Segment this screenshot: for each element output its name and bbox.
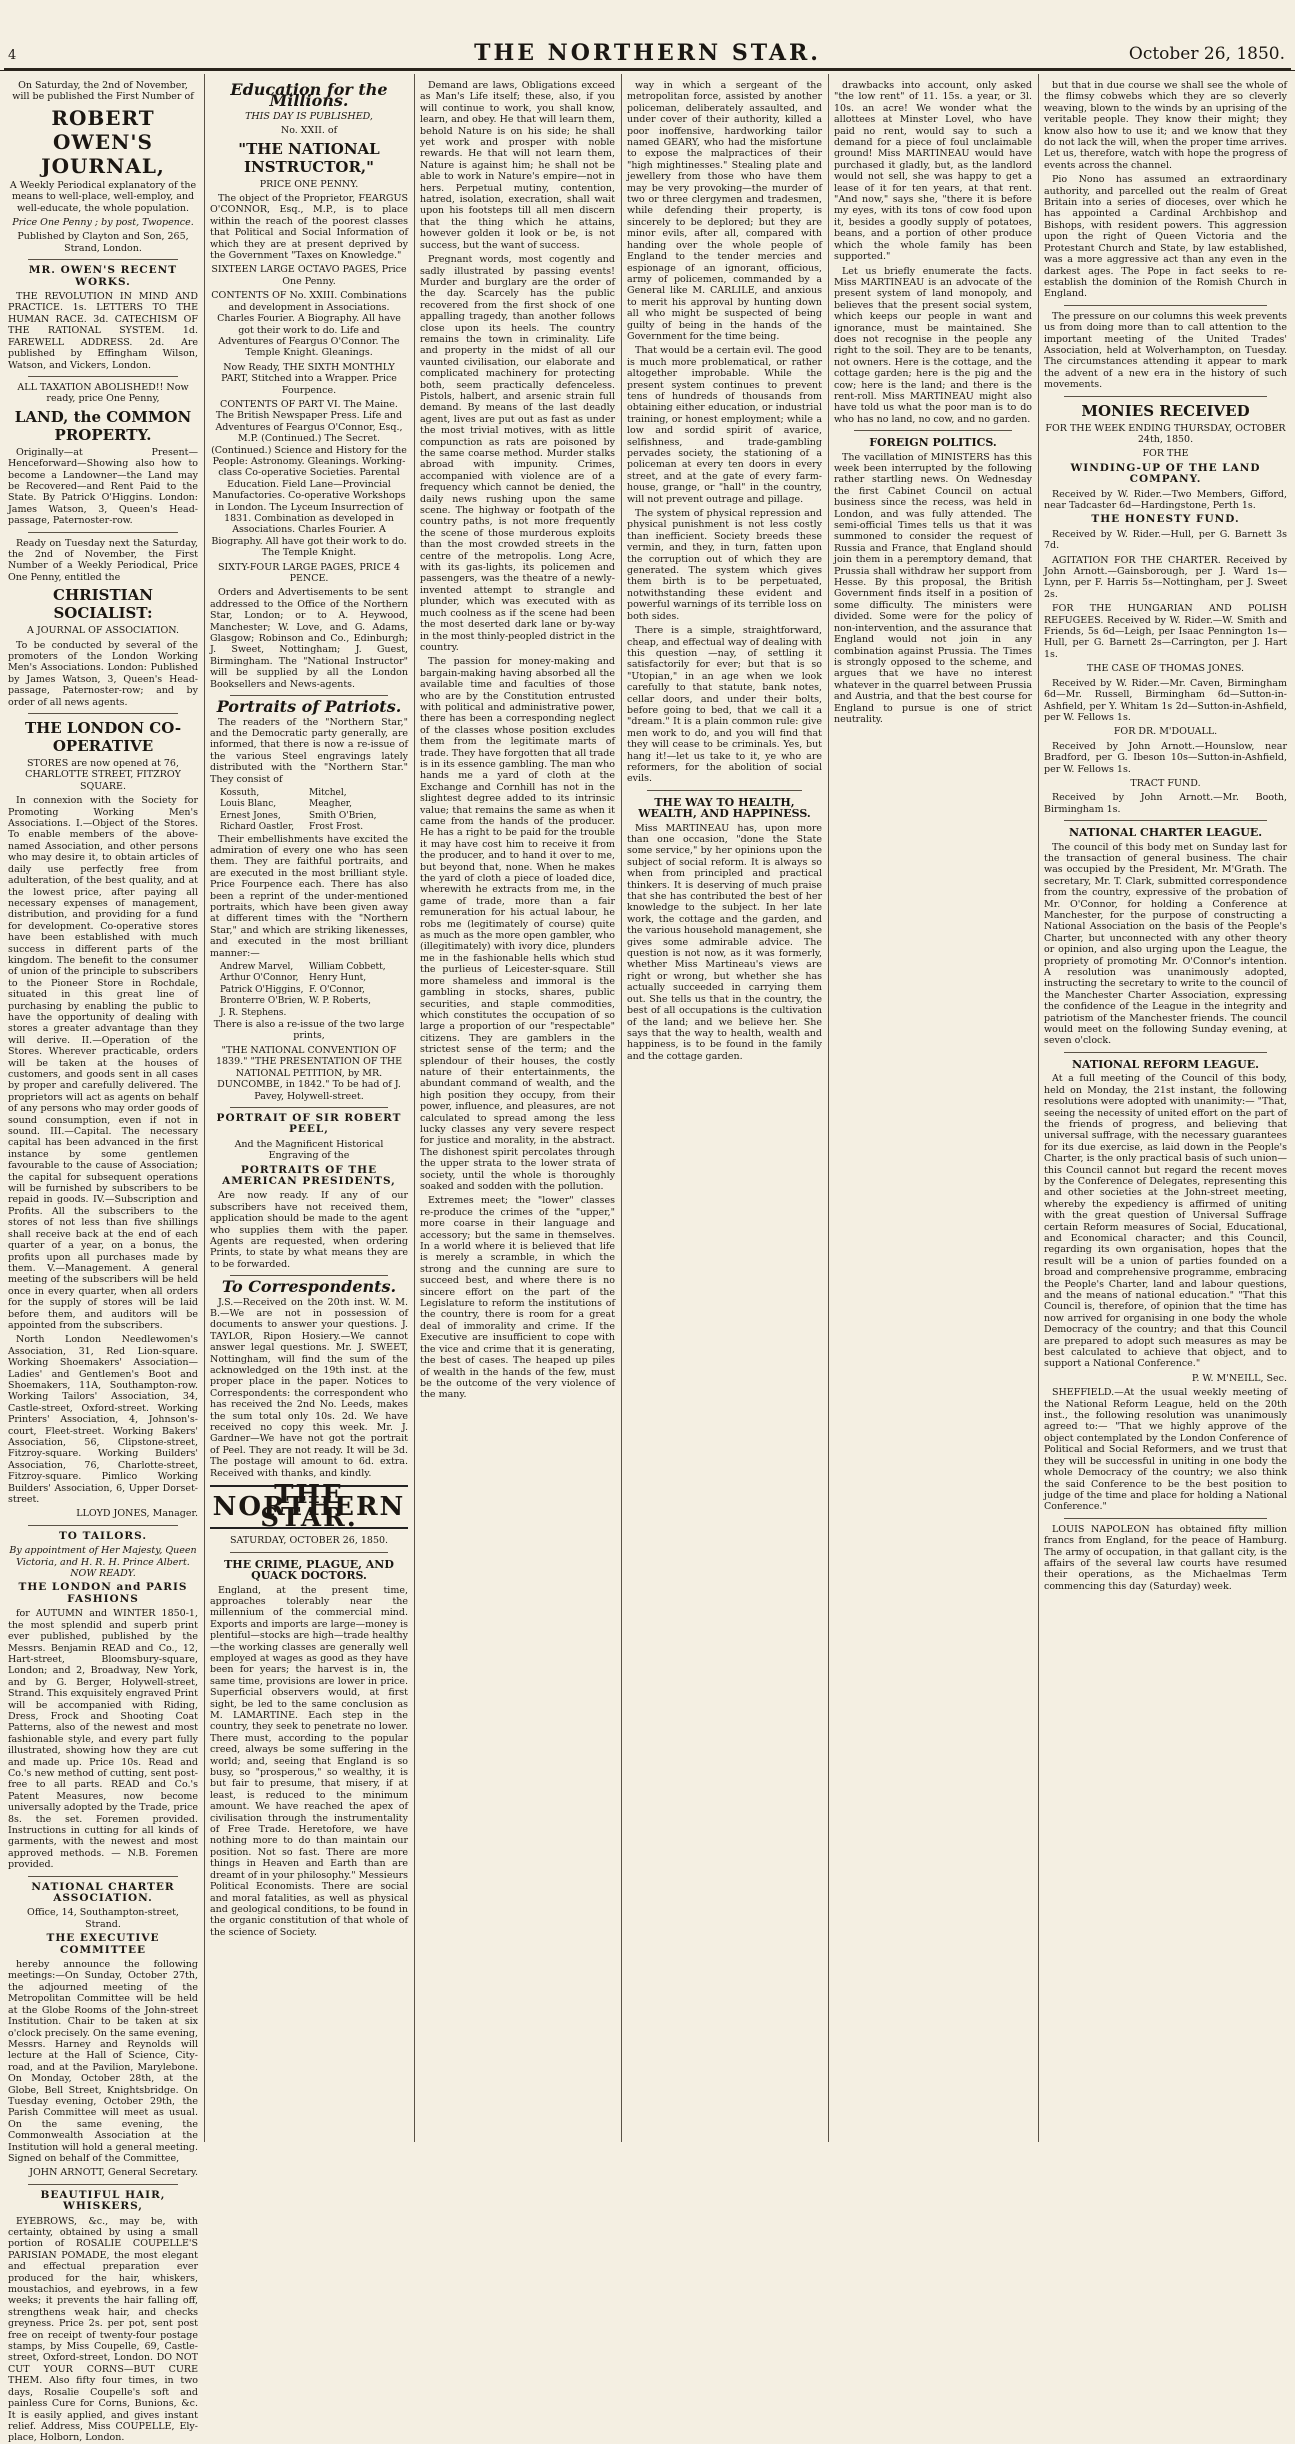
column-6: [1044, 80, 1287, 2140]
exec-body: hereby announce the following meetings:—On Sunday, October 27th, the adjourned meeting of the Metropolitan Committee will be held at the Globe Rooms of the John-street Institution. Chair to be taken at six o'clock precisely. On the same evening, Messrs. Harney and Reynolds will lecture at the Hall of Science, City-road, and at the Pavilion, Marylebone. On Monday, October 28th, at the Globe, Bell Street, Knightsbridge. On Tuesday evening, October 29th, the Parish Committee will meet as usual. On the same evening, the Commonwealth Association at the Institution will hold a general meeting. Signed on behalf of the Committee,: [8, 1959, 198, 2164]
fashions-title: THE LONDON and PARIS FASHIONS: [18, 1581, 188, 1605]
article-para: but that in due course we shall see the whole of the flimsy cobwebs which they are so cleverly weaving, blown to the winds by an uprising of the veritable people. They know their might; they know also how to use it; and we know that they do not lack the will, when the proper time arrives. Let us, therefore, watch with hope the progress of events across the channel.: [1044, 80, 1287, 171]
ncl-body: The council of this body met on Sunday last for the transaction of general business. The chair was occupied by the President, Mr. M'Grath. The secretary, Mr. T. Clark, submitted correspondence from the country, expressive of the probation of Mr. O'Connor, for holding a Conference at Manchester, for the purpose of constructing a National Association on the basis of the People's Charter, but unconnected with any other theory or opinion, and also urging upon the League, the propriety of promoting Mr. O'Connor's intention. A resolution was unanimously adopted, instructing the secretary to write to the council of the Manchester Charter Association, expressing the confidence of the League in the integrity and patriotism of the Manchester friends. The council would meet on the following Sunday evening, at seven o'clock.: [1044, 841, 1287, 1047]
peel-title: PORTRAIT OF SIR ROBERT PEEL,: [216, 1111, 402, 1136]
tailors-sub: By appointment of Her Majesty, Queen Victoria, and H. R. H. Prince Albert. NOW READY.: [9, 1545, 197, 1580]
contents-part: CONTENTS OF PART VI. The Maine. The British Newspaper Press. Life and Adventures of Feargus O'Connor, Esq., M.P. (Continued.) The Secret. (Continued.) Science and History for the People: Astronomy. Gleanings. Working-class Co-operative Societies. Parental Education. Field Lane—Provincial Manufactories. Co-operative Workshops in London. The Lyceum Insurrection of 1831. Combination as developed in Associations. Charles Fourier. A Biography. All have got their work to do. The Temple Knight.: [211, 398, 407, 559]
foreign-heading: FOREIGN POLITICS.: [869, 436, 997, 450]
correspondents-heading: To Correspondents.: [221, 1277, 397, 1297]
article-para: The system of physical repression and physical punishment is not less costly than inefficient. Society breeds these vermin, and they, in turn, fatten upon the corruption out of which they are generated. The system which gives them birth is to be perpetuated, notwithstanding these evident and powerful warnings of its terrible loss on both sides.: [627, 508, 822, 622]
exec-title: THE EXECUTIVE COMMITTEE: [46, 1932, 160, 1956]
winding-body: Received by W. Rider.—Two Members, Gifford, near Tadcaster 6d—Hardingstone, Perth 1s.: [1044, 488, 1287, 511]
owen-works-heading: MR. OWEN'S RECENT WORKS.: [28, 264, 178, 288]
star-date: SATURDAY, OCTOBER 26, 1850.: [229, 1535, 389, 1547]
article-para: The passion for money-making and bargain-making having absorbed all the available time and faculties of those who are by the Constitution entrusted with political and administrative power, there has been a corresponding neglect of the classes whose position excludes them from the legitimate marts of trade. They have forgotten that all trade is in its essence gambling. The man who hands me a yard of cloth at the Exchange and Cornhill has not in the slightest degree added to its intrinsic value; that remains the same as when it came from the hands of the producer. He has a right to be paid for the trouble it may have cost him to receive it from the producer, and to hand it over to me, but beyond that, none. When he makes the yard of cloth a piece of loaded dice, wherewith he extracts from me, in the game of trade, more than a fair remuneration for his actual labour, he robs me (legitimately of course) quite as much as the more open gambler, who (illegitimately) with ivory dice, plunders me in the fashionable hells which stud the purlieus of Leicester-square. Still more shameless and immoral is the gambling in stocks, shares, public securities, and staple commodities, which constitutes the occupation of so large a proportion of our "respectable" citizens. They are gamblers in the strictest sense of the term; and the splendour of their houses, the costly nature of their entertainments, the abundant command of wealth, and the high position they occupy, from their power, influence, and pleasures, are not calculated to spread among the less lucky classes any very severe respect for justice and morality, in the abstract. The dishonest spirit percolates through the upper strata to the lower strata of society, until the whole is thoroughly soaked and sodden with the pollution.: [420, 656, 615, 1192]
coop-title: THE LONDON CO-OPERATIVE: [24, 719, 182, 756]
tract-body: Received by John Arnott.—Mr. Booth, Birmingham 1s.: [1044, 792, 1287, 815]
column-2: [210, 80, 408, 2140]
tailors-heading: TO TAILORS.: [58, 1529, 148, 1542]
cs-sub: A JOURNAL OF ASSOCIATION.: [27, 625, 179, 637]
land-body: Originally—at Present—Henceforward—Showing also how to become a Landowner—the Land may be Recovered—and Rent Paid to the State. By Patrick O'Higgins. London: James Watson, 3, Queen's Head-passage, Paternoster-row.: [8, 446, 198, 527]
napoleon: LOUIS NAPOLEON has obtained fifty million francs from England, for the peace of Hamburg. The army of occupation, in that gallant city, is the affairs of the several law courts have resumed their operations, as the Michaelmas Term commencing this day (Saturday) week.: [1044, 1523, 1287, 1592]
hair-body: EYEBROWS, &c., may be, with certainty, obtained by using a small portion of ROSALIE COUPELLE'S PARISIAN POMADE, the most elegant and effectual preparation ever produced for the hair, whiskers, moustachios, and eyebrows, in a few weeks; it prevents the hair falling off, strengthens weak hair, and checks greyness. Price 2s. per pot, sent post free on receipt of twenty-four postage stamps, by Miss Coupelle, 69, Castle-street, Oxford-street, London. DO NOT CUT YOUR CORNS—BUT CURE THEM. Also fifty four times, in two days, Rosalie Coupelle's soft and painless Cure for Corns, Bunions, &c. It is easily applied, and gives instant relief. Address, Miss COUPELLE, Ely-place, Holborn, London.: [8, 2215, 198, 2444]
article-para: Extremes meet; the "lower" classes re-produce the crimes of the "upper," more coarse in their language and accessory; but the same in themselves. In a world where it is believed that life is merely a scramble, in which the strong and the cunning are sure to succeed best, and where there is no sincere effort on the part of the Legislature to reform the institutions of the country, there is room for a great deal of immorality and crime. If the Executive are insufficient to cope with the vice and crime that it is generating, the best of cases. The heaped up piles of wealth in the hands of the few, must be the outcome of the very violence of the many.: [420, 1195, 615, 1401]
masthead-rule: [4, 68, 1291, 70]
hungarian: FOR THE HUNGARIAN AND POLISH REFUGEES. Received by W. Rider.—W. Smith and Friends, 5s 6d—Leigh, per Isaac Pennington 1s—Hull, per G. Barnett 2s—Carrington, per J. Hart 1s.: [1044, 603, 1287, 660]
land-note: ALL TAXATION ABOLISHED!! Now ready, price One Penny,: [17, 381, 189, 405]
also-reissue: There is also a re-issue of the two large prints,: [213, 1019, 405, 1042]
cs-title: CHRISTIAN SOCIALIST:: [53, 586, 153, 623]
winding-heading: WINDING-UP OF THE LAND COMPANY.: [1070, 461, 1261, 486]
owen-price: Price One Penny ; by post, Twopence.: [12, 217, 194, 229]
issue-date: October 26, 1850.: [1128, 44, 1285, 64]
mdouall-body: Received by John Arnott.—Hounslow, near Bradford, per G. Ibeson 10s—Sutton-in-Ashfield, per W. Fellows 1s.: [1044, 740, 1287, 775]
monies-heading: MONIES RECEIVED: [1081, 401, 1250, 420]
ncaa-heading: NATIONAL CHARTER ASSOCIATION.: [31, 1880, 175, 1905]
owen-publisher: Published by Clayton and Son, 265, Strand, London.: [17, 231, 189, 254]
article-para: Pio Nono has assumed an extraordinary authority, and parcelled out the realm of Great Britain into a series of dioceses, over which he has appointed a Cardinal Archbishop and Bishops, with resident powers. This aggression upon the right of Queen Victoria and the Protestant Church and State, by law established, was a more aggressive act than any even in the darkest ages. The Pope in fact seeks to re-establish the dominion of the Romish Church in England.: [1044, 174, 1287, 300]
exec-sign: JOHN ARNOTT, General Secretary.: [29, 2167, 198, 2179]
orders: Orders and Advertisements to be sent addressed to the Office of the Northern Star, London; or to A. Heywood, Manchester; W. Love, and G. Adams, Glasgow; Robinson and Co., Edinburgh; J. Sweet, Nottingham; J. Guest, Birmingham. The "National Instructor" will be supplied by all the London Booksellers and News-agents.: [210, 587, 408, 690]
names-list-2: Andrew Marvel, William Cobbett, Arthur O'Connor, Henry Hunt, Patrick O'Higgins, F. O'Connor, Bronterre O'Brien, W. P. Roberts, J. R. Stephens.: [220, 962, 386, 1018]
star-title: THE NORTHERN STAR.: [210, 1485, 408, 1529]
column-divider: [204, 74, 205, 2142]
masthead: [0, 0, 1295, 71]
article-para: Demand are laws, Obligations exceed as Man's Life itself; these, also, if you will continue to work, you shall know, learn, and obey. He that will learn them, behold Nature is on his side; he shall yet work and prosper with noble rewards. He that will not learn them, Nature is against him; he shall not be able to work in Nature's empire—not in hers. Perpetual mutiny, contention, hatred, isolation, execration, shall wait upon his footsteps till all men discern that the thing which he attains, however golden it look or be, is not success, but the want of success.: [420, 80, 615, 251]
column-divider: [414, 74, 415, 2142]
portraits-body-2: Their embellishments have excited the admiration of every one who has seen them. They are faithful portraits, and are executed in the most brilliant style. Price Fourpence each. There has also been a reprint of the under-mentioned portraits, which have been given away at different times with the "Northern Star," and which are striking likenesses, and executed in the most brilliant manner:—: [210, 833, 408, 959]
crime-body: England, at the present time, approaches tolerably near the millennium of the commercial mind. Exports and imports are large—money is plentiful—stocks are high—trade healthy—the working classes are generally well employed at wages as good as they have been for years; the harvest is in, the same time, provisions are lower in price. Superficial observers would, at first sight, be led to the same conclusion as M. LAMARTINE. Each step in the country, they seek to penetrate no lower. There must, according to the popular creed, always be some suffering in the world; and, seeing that England is so busy, so "prosperous," so wealthy, it is but fair to presume, that misery, if at least, is reduced to the minimum amount. We have reached the apex of civilisation through the instrumentality of Free Trade. Heretofore, we have nothing more to do than maintain our position. Not so fast. There are more things in Heaven and Earth than are dreamt of in your philosophy." Messieurs Political Economists. There are social and moral fatalities, as well as physical and geological conditions, to be found in the organic constitution of that whole of the science of Society.: [210, 1584, 408, 1938]
article-para: That would be a certain evil. The good is much more problematical, or rather altogether improbable. While the present system continues to prevent tens of hundreds of thousands from obtaining either education, or industrial training, or honest employment; while a low and sordid spirit of avarice, selfishness, and trade-gambling pervades society, the stationing of a policeman at every ten doors in every street, and at the gate of every farm-house, grange, or "hall" in the country, will not prevent outrage and pillage.: [627, 345, 822, 505]
paper-title: THE NORTHERN STAR.: [474, 40, 821, 66]
tract-heading: TRACT FUND.: [1130, 777, 1201, 789]
cs-body: To be conducted by several of the promoters of the London Working Men's Associations. London: Published by James Watson, 3, Queen's Head-passage, Paternoster-row; and by order of all news agents.: [8, 639, 198, 708]
ncl-heading: NATIONAL CHARTER LEAGUE.: [1068, 826, 1263, 840]
correspondents-body: J.S.—Received on the 20th inst. W. M. B.—We are not in possession of documents to answer your questions. J. TAYLOR, Ripon Hosiery.—We cannot answer legal questions. Mr. J. SWEET, Nottingham, will find the sum of the acknowledged on the 19th inst. at the proper place in the paper. Notices to Correspondents: the correspondent who has received the 2nd No. Leeds, makes the sum total only 10s. 2d. We have received no copy this week. Mr. J. Gardner—We have not got the portrait of Peel. They are not ready. It will be 3d. The postage will amount to 6d. extra. Received with thanks, and kindly.: [210, 1296, 408, 1479]
coop-sub: STORES are now opened at 76, CHARLOTTE STREET, FITZROY SQUARE.: [25, 758, 181, 792]
edu-name: "THE NATIONAL INSTRUCTOR,": [238, 139, 380, 176]
honesty-body: Received by W. Rider.—Hull, per G. Barnett 3s 7d.: [1044, 528, 1287, 552]
monies-sub: FOR THE WEEK ENDING THURSDAY, OCTOBER 24th, 1850.: [1045, 422, 1286, 445]
honesty-heading: THE HONESTY FUND.: [1091, 513, 1240, 526]
assoc-list: North London Needlewomen's Association, 31, Red Lion-square. Working Shoemakers' Association—Ladies' and Gentlemen's Boot and Shoemakers, 11A, Southampton-row. Working Tailors' Association, 34, Castle-street, Oxford-street. Working Printers' Association, 4, Johnson's-court, Fleet-street. Working Bakers' Association, 56, Clipstone-street, Fitzroy-square. Working Builders' Association, 76, Charlotte-street, Fitzroy-square. Pimlico Working Builders' Association, 6, Upper Dorset-street.: [8, 1334, 198, 1506]
land-title: LAND, the COMMON PROPERTY.: [14, 407, 192, 444]
column-divider: [828, 74, 829, 2142]
edu-title: Education for the Millions.: [230, 80, 388, 111]
nrl-body: At a full meeting of the Council of this body, held on Monday, the 21st instant, the following resolutions were adopted with unanimity:— "That, seeing the necessity of united effort on the part of the friends of progress, and believing that universal suffrage, with the necessary guarantees for its due exercise, as laid down in the People's Charter, is the only practical basis of such union—this Council cannot but regard the recent moves by the Conference of Delegates, representing this and other societies at the John-street meeting, whereby the expediency is affirmed of uniting with the great question of Universal Suffrage certain Reform measures of Social, Educational, and Economical character; and this Council, regarding its own organisation, hopes that the result will be a union of parties founded on a broad and comprehensive programme, embracing the People's Charter, land and labour questions, and the means of national education." "That this Council is, therefore, of opinion that the time has now arrived for organising in one body the whole Democracy of the country; and that this Council are prepared to adopt such measures as may be best calculated to achieve that object, and to support a National Conference.": [1044, 1073, 1287, 1370]
pages-64: SIXTY-FOUR LARGE PAGES, PRICE 4 PENCE.: [218, 561, 400, 585]
now-ready: Now Ready, THE SIXTH MONTHLY PART, Stitched into a Wrapper. Price Fourpence.: [221, 361, 397, 396]
edu-body: The object of the Proprietor, FEARGUS O'CONNOR, Esq., M.P., is to place within the reach of the poorest classes that Political and Social Information of which they are at present deprived by the Government "Taxes on Knowledge.": [210, 193, 408, 262]
convention: "THE NATIONAL CONVENTION OF 1839." "THE PRESENTATION OF THE NATIONAL PETITION, by MR. DUNCOMBE, in 1842." To be had of J. Pavey, Holywell-street.: [215, 1044, 403, 1102]
lloyd-sign: LLOYD JONES, Manager.: [76, 1508, 198, 1520]
presidents-title: PORTRAITS OF THE AMERICAN PRESIDENTS,: [222, 1163, 396, 1187]
mdouall-heading: FOR DR. M'DOUALL.: [1113, 726, 1218, 738]
agitation: AGITATION FOR THE CHARTER. Received by John Arnott.—Gainsborough, per J. Ward 1s—Lynn, per F. Harris 5s—Nottingham, per J. Sweet 2s.: [1044, 554, 1287, 600]
peel-sub: And the Magnificent Historical Engraving of the: [234, 1138, 384, 1162]
fashions-body: for AUTUMN and WINTER 1850-1, the most splendid and superb print ever published, published by the Messrs. Benjamin READ and Co., 12, Hart-street, Bloomsbury-square, London; and 2, Broadway, New York, and by G. Berger, Holywell-street, Strand. This exquisitely engraved Print will be accompanied with Riding, Dress, Frock and Shooting Coat Patterns, also of the newest and most fashionable style, and every part fully illustrated, showing how they are cut and made up. Price 10s. Read and Co.'s new method of cutting, sent post-free to all parts. READ and Co.'s Patent Measures, now become universally adopted by the Trade, price 8s. the set. Foremen provided. Instructions in cutting for all kinds of garments, with the newest and most approved methods. — N.B. Foremen provided.: [8, 1608, 198, 1871]
edu-no: No. XXII. of: [280, 125, 338, 137]
page-number: 4: [8, 48, 17, 63]
column-4: [627, 80, 822, 2140]
article-para: There is a simple, straightforward, cheap, and effectual way of dealing with this question —nay, of settling it satisfactorily for ever; but that is so "Utopian," in an age when we look carefully to that statute, bank notes, cellar doors, and under their bolts, before going to bed, that we call it a "dream." It is a plain common rule: give men work to do, and you will find that they will cease to be criminals. Yes, but hang it!—let us take to it, ye who are reformers, for the abolition of social evils.: [627, 625, 822, 785]
column-1: [8, 80, 198, 2444]
column-divider: [1038, 74, 1039, 2142]
crime-heading: THE CRIME, PLAGUE, AND QUACK DOCTORS.: [224, 1557, 394, 1583]
article-para: Pregnant words, most cogently and sadly illustrated by passing events! Murder and burglary are the order of the day. Scarcely has the public recovered from the first shock of one appalling tragedy, than another follows close upon its heels. The country remains the town in criminality. Life and property in the midst of all our vaunted civilisation, our elaborate and complicated machinery for protecting both, seem practically defenceless. Pistols, halbert, and arsenic strain full demand. By means of the last deadly agent, lives are put out as fast as under the most trivial motives, with as little compunction as rats are poisoned by the same coarse method. Murder stalks abroad with impunity. Crimes, accompanied with violence are of a frequency which cannot be denied, the daily news rushing upon the same scene. The highway or footpath of the country paths, is not more frequently the scene of those murderous exploits than the most crowded streets in the centre of the metropolis. Long Acre, with its gas-lights, its policemen and passengers, was the theatre of a newly-invented attempt to strangle and plunder, which was executed with as much coolness as if the scene had been the most deserted dark lane or by-way in the most thinly-peopled district in the country.: [420, 254, 615, 653]
owen-desc: A Weekly Periodical explanatory of the means to well-place, well-employ, and well-educate, the whole population.: [9, 179, 197, 214]
coop-body: In connexion with the Society for Promoting Working Men's Associations. I.—Object of the Stores. To enable members of the above-named Association, and other persons who may desire it, to obtain articles of daily use perfectly free from adulteration, of the best quality, and at the lowest price, after paying all necessary expenses of management, distribution, and providing for a fund for development. Co-operative stores have been established with much success in different parts of the kingdom. The benefit to the consumer of union of the principle to subscribers to the Pioneer Store in Rochdale, situated in this great line of purchasing by enabling the public to have the opportunity of dealing with stores a greater advantage than they will derive. II.—Operation of the Stores. Wherever practicable, orders will be taken at the houses of customers, and goods sent in all cases by proper and carefully delivered. The proprietors will act as agents on behalf of any persons who may order goods of sound consumption, even if not in sound. III.—Capital. The necessary capital has been advanced in the first instance by some gentlemen favourable to the cause of Association; the capital for subsequent operations will be furnished by subscribers to be repaid in goods. IV.—Subscription and Profits. All the subscribers to the stores of not less than five shillings shall receive back at the end of each quarter of a year, on a bonus, the profits upon all purchases made by them. V.—Management. A general meeting of the subscribers will be held once in every quarter, when all orders for the supply of stores will be laid before them, and auditors will be appointed from the subscribers.: [8, 795, 198, 1331]
presidents-body: Are now ready. If any of our subscribers have not received them, application should be made to the agent who supplies them with the paper. Agents are requested, when ordering Prints, to state by what means they are to be forwarded.: [210, 1190, 408, 1270]
ncaa-office: Office, 14, Southampton-street, Strand.: [27, 1907, 179, 1930]
owen-works: THE REVOLUTION IN MIND AND PRACTICE. 1s. LETTERS TO THE HUMAN RACE. 3d. CATECHISM OF THE RATIONAL SYSTEM. 1d. FAREWELL ADDRESS. 2d. Are published by Effingham Wilson, Watson, and Vickers, London.: [8, 291, 198, 371]
nrl-sign: P. W. M'NEILL, Sec.: [1191, 1372, 1287, 1384]
contents-22: CONTENTS OF No. XXIII. Combinations and development in Associations. Charles Fourier. A Biography. All have got their work to do. Life and Adventures of Feargus O'Connor. The Temple Knight. Gleanings.: [211, 290, 407, 359]
for-the: FOR THE: [1142, 448, 1189, 460]
sheffield: SHEFFIELD.—At the usual weekly meeting of the National Reform League, held on the 20th inst., the following resolution was unanimously agreed to:— "That we highly approve of the object contemplated by the London Conference of Political and Social Reformers, and we trust that they will be successful in uniting in one body the whole Democracy of the country; we also think the said Conference to be the best position to judge of the time and place for holding a National Conference.": [1044, 1387, 1287, 1513]
column-divider: [621, 74, 622, 2142]
way-body: Miss MARTINEAU has, upon more than one occasion, "done the State some service," by her opinions upon the subject of social reform. It is always so when from principled and practical thinkers. It is deserving of much praise that she has contributed the best of her knowledge to the subject. In her late work, the cottage and the garden, and the various household management, she gives some admirable advice. The question is not now, as it was formerly, whether Miss Martineau's views are right or wrong, but whether she has actually succeeded in carrying them out. She tells us that in the country, the best of all occupations is the cultivation of the land; and we believe her. She says that the way to health, wealth and happiness, is to be found in the family and the cottage garden.: [627, 822, 822, 1062]
edu-pub: THIS DAY IS PUBLISHED,: [245, 110, 373, 122]
owen-lead: On Saturday, the 2nd of November, will be published the First Number of: [12, 80, 194, 103]
nrl-heading: NATIONAL REFORM LEAGUE.: [1072, 1057, 1259, 1071]
hair-title: BEAUTIFUL HAIR, WHISKERS,: [40, 2188, 166, 2213]
owen-journal-title: ROBERT OWEN'S JOURNAL,: [41, 105, 165, 178]
column-5: [834, 80, 1032, 2140]
portraits-body: The readers of the "Northern Star," and the Democratic party generally, are informed, that there is now a re-issue of the various Steel engravings lately distributed with the "Northern Star." They consist of: [210, 716, 408, 785]
article-para: way in which a sergeant of the metropolitan force, assisted by another policeman, deliberately assaulted, and under cover of their authority, killed a poor inoffensive, hardworking tailor named GEARY, who had the misfortune to expose the malpractices of their "high mightinesses." Stealing plate and jewellery from those who have them may be very provoking—the murder of two or three clergymen and tradesmen, while defending their property, is sincerely to be deplored; but they are minor evils, after all, compared with handing over the whole people of England to the tender mercies and espionage of an ignorant, officious, army of policemen, commanded by a General like M. CARLILE, and anxious to merit his approval by hunting down all who might be suspected of being guilty of being in the hands of the Government for the time being.: [627, 80, 822, 342]
portraits-heading: Portraits of Patriots.: [216, 697, 402, 717]
article-para: Let us briefly enumerate the facts. Miss MARTINEAU is an advocate of the present system of land monopoly, and believes that the present social system, which keeps our people in want and ignorance, must be maintained. She does not recognise in the people any right to the soil. They are to be tenants, not owners. Here is the cottage, and the cottage garden; here is the pig and the cow; here is the land; and there is the rent-roll. Miss MARTINEAU might also have told us what the poor man is to do who has no land, no cow, and no garden.: [834, 265, 1032, 425]
edu-price: PRICE ONE PENNY.: [259, 178, 359, 190]
names-list-1: Kossuth, Mitchel, Louis Blanc, Meagher, Ernest Jones, Smith O'Brien, Richard Oastler, Frost Frost.: [220, 787, 377, 833]
foreign-body: The vacillation of MINISTERS has this week been interrupted by the following rather startling news. On Wednesday the first Cabinet Council on actual business since the recess, was held in London, and was fully attended. The semi-official Times tells us that it was summoned to consider the request of Russia and France, that England should join them in a peremptory demand, that Prussia shall withdraw her support from Hesse. By this proposal, the British Government finds itself in a position of some difficulty. The ministers were divided. Some were for the policy of non-intervention, and the assurance that England would not join in any combination against Prussia. The Times is strongly opposed to the scheme, and argues that we have no interest whatever in the quarrel between Prussia and Austria, and that the best course for England to pursue is one of strict neutrality.: [834, 451, 1032, 725]
column-3: [420, 80, 615, 2140]
cs-note: Ready on Tuesday next the Saturday, the 2nd of November, the First Number of a Weekly Periodical, Price One Penny, entitled the: [8, 537, 198, 583]
case-body: Received by W. Rider.—Mr. Caven, Birmingham 6d—Mr. Russell, Birmingham 6d—Sutton-in-Ashfield, per Y. Whitam 1s 2d—Sutton-in-Ashfield, per W. Fellows 1s.: [1044, 677, 1287, 723]
article-para: The pressure on our columns this week prevents us from doing more than to call attention to the important meeting of the United Trades' Association, held at Wolverhampton, on Tuesday. The circumstances attending it appear to mark the advent of a new era in the history of such movements.: [1044, 310, 1287, 391]
article-para: drawbacks into account, only asked "the low rent" of 11. 15s. a year, or 3l. 10s. an acre! We wonder what the allottees at Minster Lovel, who have paid no rent, would say to such a demand for a piece of foul unclaimable ground! Miss MARTINEAU would have purchased it gladly, but, as the landlord would not sell, she was happy to get a lease of it for ten years, at that rent. "And now," says she, "there it is before my eyes, with its tons of cow food upon it, besides a goodly supply of potatoes, beans, and a portion of other produce which the whole family has been supported.": [834, 80, 1032, 263]
way-heading: THE WAY TO HEALTH, WEALTH, AND HAPPINESS.: [638, 795, 811, 821]
case-heading: THE CASE OF THOMAS JONES.: [1086, 663, 1245, 675]
pages-16: SIXTEEN LARGE OCTAVO PAGES, Price One Penny.: [211, 264, 407, 287]
